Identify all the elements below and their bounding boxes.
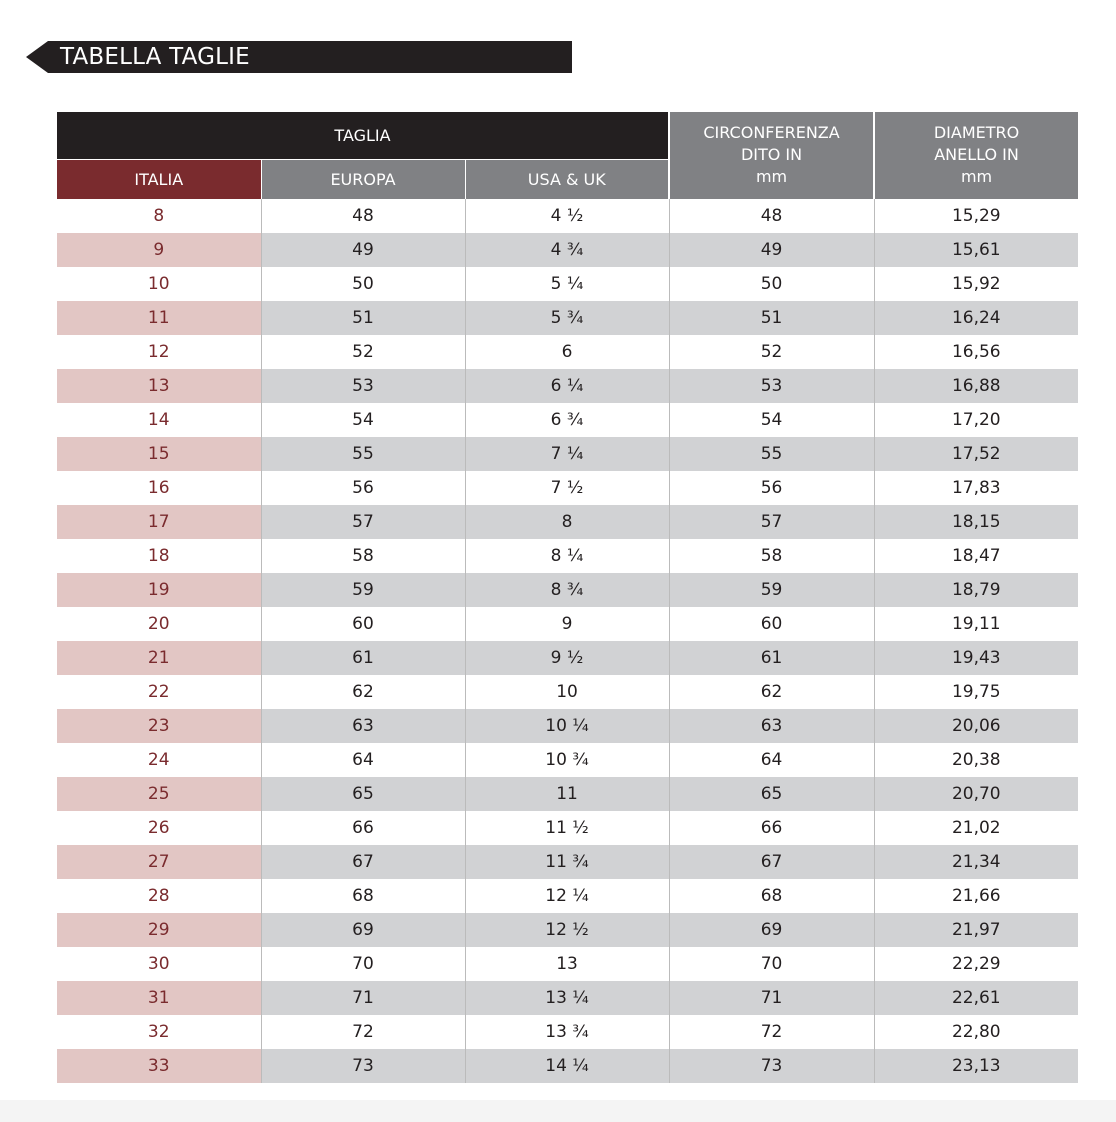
cell-circonferenza: 71 — [669, 981, 874, 1015]
cell-europa: 61 — [261, 641, 465, 675]
table-row — [57, 471, 1078, 505]
cell-circonferenza: 72 — [669, 1015, 874, 1049]
cell-diametro: 21,97 — [874, 913, 1078, 947]
cell-italia: 18 — [57, 539, 261, 573]
header-circonferenza — [669, 112, 874, 199]
table-header — [57, 112, 1078, 199]
cell-diametro: 22,61 — [874, 981, 1078, 1015]
cell-circonferenza: 56 — [669, 471, 874, 505]
cell-circonferenza: 58 — [669, 539, 874, 573]
table-row — [57, 539, 1078, 573]
table-row — [57, 607, 1078, 641]
cell-italia: 12 — [57, 335, 261, 369]
cell-italia: 21 — [57, 641, 261, 675]
cell-italia: 13 — [57, 369, 261, 403]
table-body — [57, 199, 1078, 1084]
cell-italia: 22 — [57, 675, 261, 709]
header-diametro-line2: ANELLO IN — [934, 145, 1019, 164]
cell-diametro: 20,38 — [874, 743, 1078, 777]
cell-diametro: 17,52 — [874, 437, 1078, 471]
cell-italia: 11 — [57, 301, 261, 335]
cell-italia: 24 — [57, 743, 261, 777]
table-row — [57, 199, 1078, 233]
cell-usa-uk: 8 ¾ — [465, 573, 669, 607]
cell-usa-uk: 10 ¾ — [465, 743, 669, 777]
cell-europa: 56 — [261, 471, 465, 505]
cell-usa-uk: 13 ¾ — [465, 1015, 669, 1049]
header-diametro-line3: mm — [960, 167, 993, 186]
cell-usa-uk: 11 — [465, 777, 669, 811]
header-circonferenza-line1: CIRCONFERENZA — [703, 123, 840, 142]
cell-europa: 68 — [261, 879, 465, 913]
cell-circonferenza: 70 — [669, 947, 874, 981]
cell-circonferenza: 48 — [669, 199, 874, 233]
cell-circonferenza: 50 — [669, 267, 874, 301]
header-circonferenza-line2: DITO IN — [740, 145, 803, 164]
cell-italia: 15 — [57, 437, 261, 471]
cell-italia: 20 — [57, 607, 261, 641]
cell-diametro: 17,20 — [874, 403, 1078, 437]
table-row — [57, 267, 1078, 301]
cell-diametro: 20,70 — [874, 777, 1078, 811]
cell-circonferenza: 51 — [669, 301, 874, 335]
cell-europa: 63 — [261, 709, 465, 743]
arrow-left-icon — [26, 41, 48, 73]
cell-europa: 72 — [261, 1015, 465, 1049]
cell-diametro: 16,24 — [874, 301, 1078, 335]
table-row — [57, 437, 1078, 471]
header-usa-uk: USA & UK — [465, 160, 669, 200]
cell-usa-uk: 5 ¾ — [465, 301, 669, 335]
cell-europa: 59 — [261, 573, 465, 607]
cell-circonferenza: 60 — [669, 607, 874, 641]
title-banner — [26, 41, 572, 73]
cell-usa-uk: 11 ½ — [465, 811, 669, 845]
header-europa: EUROPA — [261, 160, 465, 200]
cell-diametro: 15,92 — [874, 267, 1078, 301]
table-row — [57, 947, 1078, 981]
cell-usa-uk: 5 ¼ — [465, 267, 669, 301]
cell-italia: 19 — [57, 573, 261, 607]
cell-diametro: 18,79 — [874, 573, 1078, 607]
cell-italia: 8 — [57, 199, 261, 233]
size-table — [57, 112, 1078, 1084]
header-row-top — [57, 112, 1078, 160]
header-circonferenza-line3: mm — [755, 167, 788, 186]
cell-italia: 28 — [57, 879, 261, 913]
cell-europa: 67 — [261, 845, 465, 879]
cell-italia: 27 — [57, 845, 261, 879]
cell-diametro: 21,66 — [874, 879, 1078, 913]
table-row — [57, 675, 1078, 709]
cell-usa-uk: 12 ½ — [465, 913, 669, 947]
cell-diametro: 16,88 — [874, 369, 1078, 403]
cell-circonferenza: 59 — [669, 573, 874, 607]
table-row — [57, 981, 1078, 1015]
header-diametro — [874, 112, 1078, 199]
cell-diametro: 18,47 — [874, 539, 1078, 573]
cell-diametro: 16,56 — [874, 335, 1078, 369]
table-row — [57, 845, 1078, 879]
cell-usa-uk: 14 ¼ — [465, 1049, 669, 1084]
cell-usa-uk: 6 — [465, 335, 669, 369]
cell-diametro: 20,06 — [874, 709, 1078, 743]
cell-circonferenza: 69 — [669, 913, 874, 947]
cell-diametro: 22,80 — [874, 1015, 1078, 1049]
table-row — [57, 879, 1078, 913]
cell-europa: 49 — [261, 233, 465, 267]
cell-europa: 50 — [261, 267, 465, 301]
cell-usa-uk: 7 ¼ — [465, 437, 669, 471]
cell-italia: 26 — [57, 811, 261, 845]
cell-circonferenza: 62 — [669, 675, 874, 709]
cell-europa: 58 — [261, 539, 465, 573]
cell-circonferenza: 67 — [669, 845, 874, 879]
header-diametro-line1: DIAMETRO — [933, 123, 1020, 142]
cell-europa: 48 — [261, 199, 465, 233]
cell-italia: 9 — [57, 233, 261, 267]
table-row — [57, 301, 1078, 335]
table-row — [57, 743, 1078, 777]
cell-circonferenza: 55 — [669, 437, 874, 471]
cell-italia: 25 — [57, 777, 261, 811]
cell-italia: 31 — [57, 981, 261, 1015]
cell-diametro: 18,15 — [874, 505, 1078, 539]
table-row — [57, 777, 1078, 811]
cell-diametro: 15,29 — [874, 199, 1078, 233]
cell-usa-uk: 6 ¾ — [465, 403, 669, 437]
cell-diametro: 19,75 — [874, 675, 1078, 709]
table-row — [57, 233, 1078, 267]
cell-italia: 14 — [57, 403, 261, 437]
table-row — [57, 913, 1078, 947]
cell-europa: 73 — [261, 1049, 465, 1084]
cell-europa: 62 — [261, 675, 465, 709]
cell-usa-uk: 13 ¼ — [465, 981, 669, 1015]
cell-circonferenza: 61 — [669, 641, 874, 675]
table-row — [57, 335, 1078, 369]
cell-italia: 16 — [57, 471, 261, 505]
cell-diametro: 19,11 — [874, 607, 1078, 641]
cell-usa-uk: 9 ½ — [465, 641, 669, 675]
cell-circonferenza: 49 — [669, 233, 874, 267]
cell-circonferenza: 64 — [669, 743, 874, 777]
cell-diametro: 19,43 — [874, 641, 1078, 675]
table-row — [57, 1015, 1078, 1049]
cell-europa: 60 — [261, 607, 465, 641]
cell-diametro: 21,02 — [874, 811, 1078, 845]
cell-diametro: 23,13 — [874, 1049, 1078, 1084]
cell-europa: 70 — [261, 947, 465, 981]
table-row — [57, 811, 1078, 845]
table-row — [57, 505, 1078, 539]
cell-diametro: 22,29 — [874, 947, 1078, 981]
table-row — [57, 403, 1078, 437]
cell-usa-uk: 4 ¾ — [465, 233, 669, 267]
cell-europa: 65 — [261, 777, 465, 811]
cell-italia: 29 — [57, 913, 261, 947]
header-taglia: TAGLIA — [57, 112, 669, 160]
cell-diametro: 15,61 — [874, 233, 1078, 267]
cell-europa: 69 — [261, 913, 465, 947]
cell-europa: 52 — [261, 335, 465, 369]
cell-usa-uk: 10 ¼ — [465, 709, 669, 743]
cell-usa-uk: 7 ½ — [465, 471, 669, 505]
cell-usa-uk: 9 — [465, 607, 669, 641]
cell-usa-uk: 8 ¼ — [465, 539, 669, 573]
cell-italia: 33 — [57, 1049, 261, 1084]
cell-europa: 71 — [261, 981, 465, 1015]
cell-diametro: 21,34 — [874, 845, 1078, 879]
cell-italia: 30 — [57, 947, 261, 981]
cell-europa: 66 — [261, 811, 465, 845]
cell-italia: 10 — [57, 267, 261, 301]
cell-circonferenza: 66 — [669, 811, 874, 845]
cell-europa: 64 — [261, 743, 465, 777]
cell-circonferenza: 63 — [669, 709, 874, 743]
cell-circonferenza: 52 — [669, 335, 874, 369]
table-row — [57, 1049, 1078, 1084]
table-row — [57, 369, 1078, 403]
cell-circonferenza: 65 — [669, 777, 874, 811]
cell-usa-uk: 11 ¾ — [465, 845, 669, 879]
cell-circonferenza: 54 — [669, 403, 874, 437]
cell-italia: 17 — [57, 505, 261, 539]
cell-europa: 51 — [261, 301, 465, 335]
cell-usa-uk: 6 ¼ — [465, 369, 669, 403]
cell-italia: 23 — [57, 709, 261, 743]
cell-usa-uk: 4 ½ — [465, 199, 669, 233]
table-row — [57, 573, 1078, 607]
cell-europa: 55 — [261, 437, 465, 471]
table-row — [57, 641, 1078, 675]
cell-europa: 53 — [261, 369, 465, 403]
cell-usa-uk: 8 — [465, 505, 669, 539]
page-title: TABELLA TAGLIE — [60, 44, 250, 70]
cell-usa-uk: 13 — [465, 947, 669, 981]
cell-circonferenza: 53 — [669, 369, 874, 403]
cell-europa: 57 — [261, 505, 465, 539]
table-row — [57, 709, 1078, 743]
cell-circonferenza: 57 — [669, 505, 874, 539]
header-italia: ITALIA — [57, 160, 261, 200]
cell-circonferenza: 68 — [669, 879, 874, 913]
cell-europa: 54 — [261, 403, 465, 437]
cell-circonferenza: 73 — [669, 1049, 874, 1084]
cell-usa-uk: 12 ¼ — [465, 879, 669, 913]
cell-italia: 32 — [57, 1015, 261, 1049]
cell-diametro: 17,83 — [874, 471, 1078, 505]
cell-usa-uk: 10 — [465, 675, 669, 709]
